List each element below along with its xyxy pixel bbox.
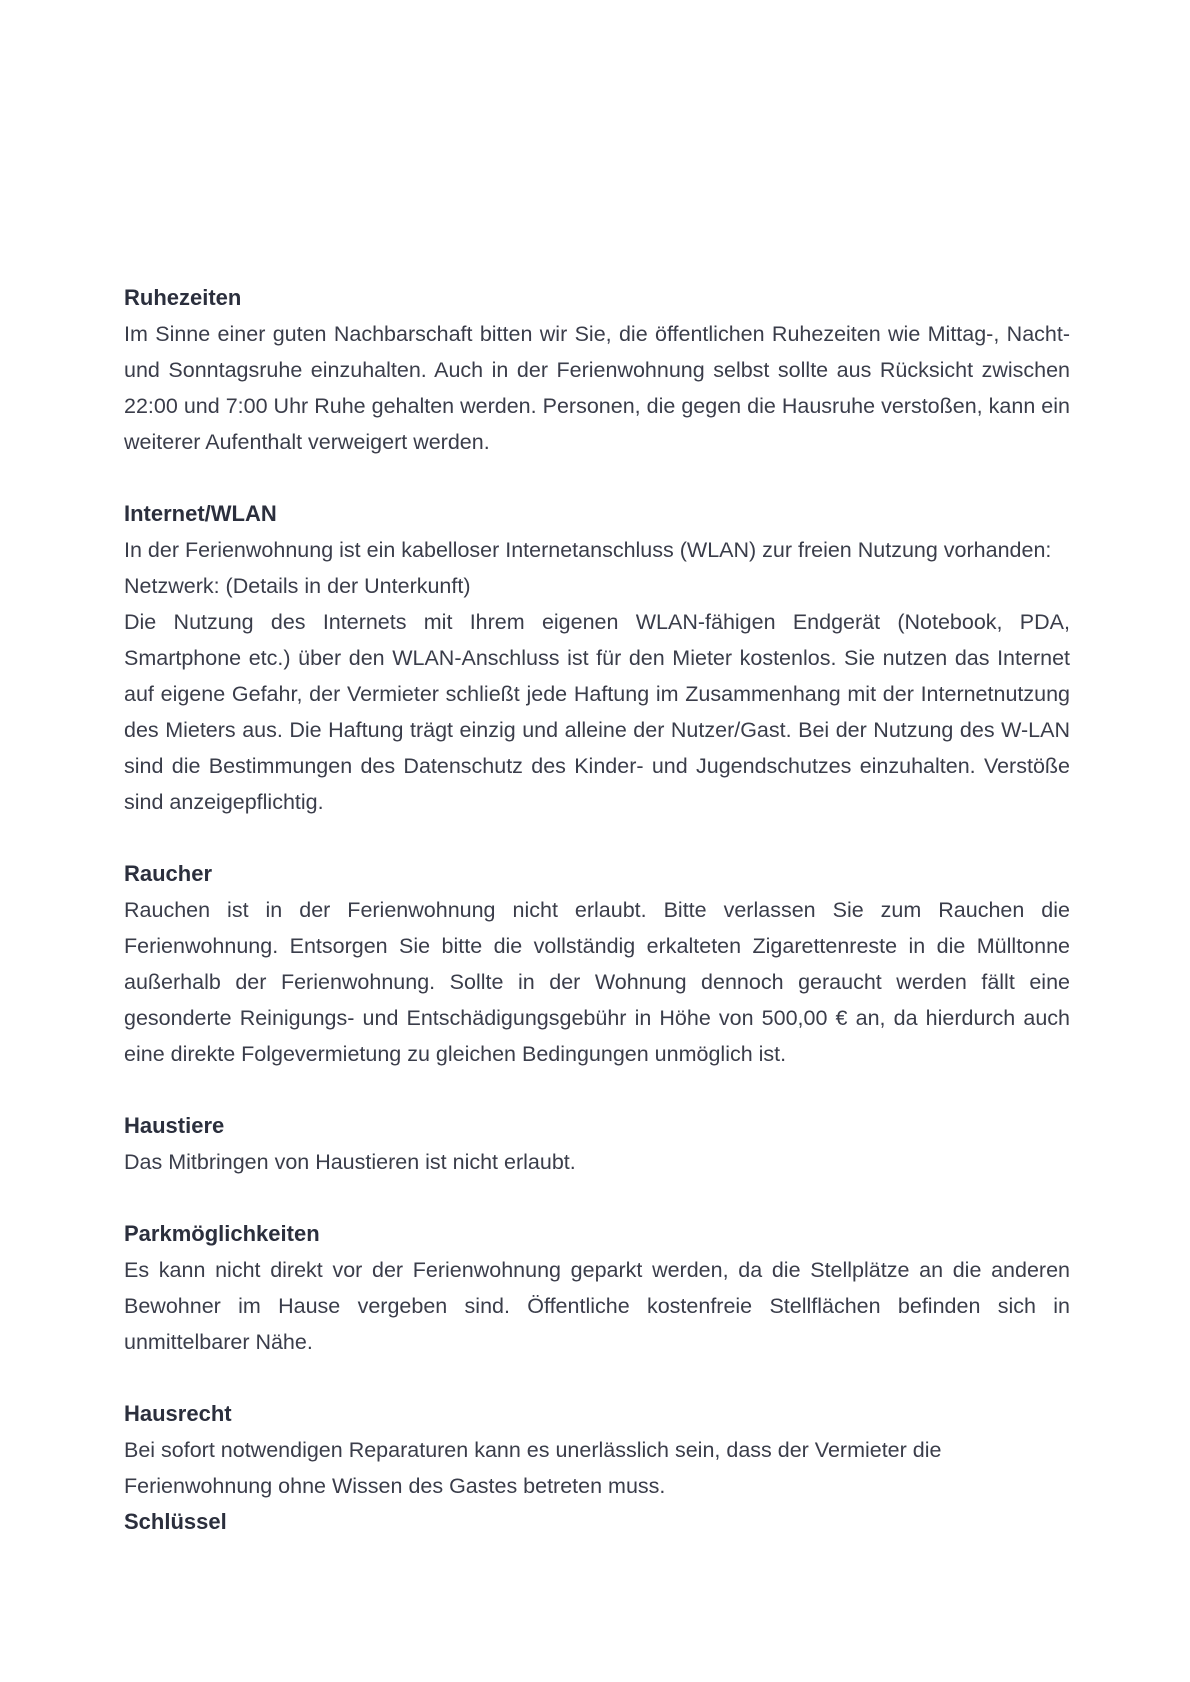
section-heading: Internet/WLAN xyxy=(124,501,277,526)
section-paragraph: Bei sofort notwendigen Reparaturen kann es unerlässlich sein, dass der Vermieter die Ferienwohnung ohne Wissen des Gastes betreten muss. xyxy=(124,1438,942,1498)
section-paragraph: In der Ferienwohnung ist ein kabelloser Internetanschluss (WLAN) zur freien Nutzung vorhanden: xyxy=(124,538,1052,562)
section-heading: Hausrecht xyxy=(124,1401,232,1426)
section-paragraph: Die Nutzung des Internets mit Ihrem eigenen WLAN-fähigen Endgerät (Notebook, PDA, Smartphone etc.) über den WLAN-Anschluss ist für den Mieter kostenlos. Sie nutzen das Internet auf eigene Gefahr, der Vermieter schließt jede Haftung im Zusammenhang mit der Internetnutzung des Mieters aus. Die Haftung trägt einzig und alleine der Nutzer/Gast. Bei der Nutzung des W-LAN sind die Bestimmungen des Datenschutz des Kinder- und Jugendschutzes einzuhalten. Verstöße sind anzeigepflichtig. xyxy=(124,610,1070,814)
section-ruhezeiten xyxy=(124,280,1070,460)
section-heading: Raucher xyxy=(124,861,213,886)
section-parkmoeglichkeiten xyxy=(124,1216,1070,1360)
section-paragraph: Im Sinne einer guten Nachbarschaft bitten wir Sie, die öffentlichen Ruhezeiten wie Mittag-, Nacht- und Sonntagsruhe einzuhalten. Auch in der Ferienwohnung selbst sollte aus Rücksicht zwischen 22:00 und 7:00 Uhr Ruhe gehalten werden. Personen, die gegen die Hausruhe verstoßen, kann ein weiterer Aufenthalt verweigert werden. xyxy=(124,322,1070,454)
section-paragraph: Rauchen ist in der Ferienwohnung nicht erlaubt. Bitte verlassen Sie zum Rauchen die Ferienwohnung. Entsorgen Sie bitte die vollständig erkalteten Zigarettenreste in die Mülltonne außerhalb der Ferienwohnung. Sollte in der Wohnung dennoch geraucht werden fällt eine gesonderte Reinigungs- und Entschädigungsgebühr in Höhe von 500,00 € an, da hierdurch auch eine direkte Folgevermietung zu gleichen Bedingungen unmöglich ist. xyxy=(124,898,1070,1066)
section-heading: Haustiere xyxy=(124,1113,225,1138)
section-heading: Parkmöglichkeiten xyxy=(124,1221,320,1246)
section-internet-wlan xyxy=(124,496,1070,820)
section-schluessel xyxy=(124,1504,1070,1540)
section-heading: Ruhezeiten xyxy=(124,285,242,310)
section-paragraph: Es kann nicht direkt vor der Ferienwohnung geparkt werden, da die Stellplätze an die anderen Bewohner im Hause vergeben sind. Öffentliche kostenfreie Stellflächen befinden sich in unmittelbarer Nähe. xyxy=(124,1258,1070,1354)
section-paragraph: Netzwerk: (Details in der Unterkunft) xyxy=(124,574,471,598)
section-haustiere xyxy=(124,1108,1070,1180)
document-page xyxy=(124,280,1070,1540)
section-heading: Schlüssel xyxy=(124,1509,227,1534)
section-paragraph: Das Mitbringen von Haustieren ist nicht erlaubt. xyxy=(124,1150,576,1174)
section-raucher xyxy=(124,856,1070,1072)
section-hausrecht xyxy=(124,1396,1070,1504)
